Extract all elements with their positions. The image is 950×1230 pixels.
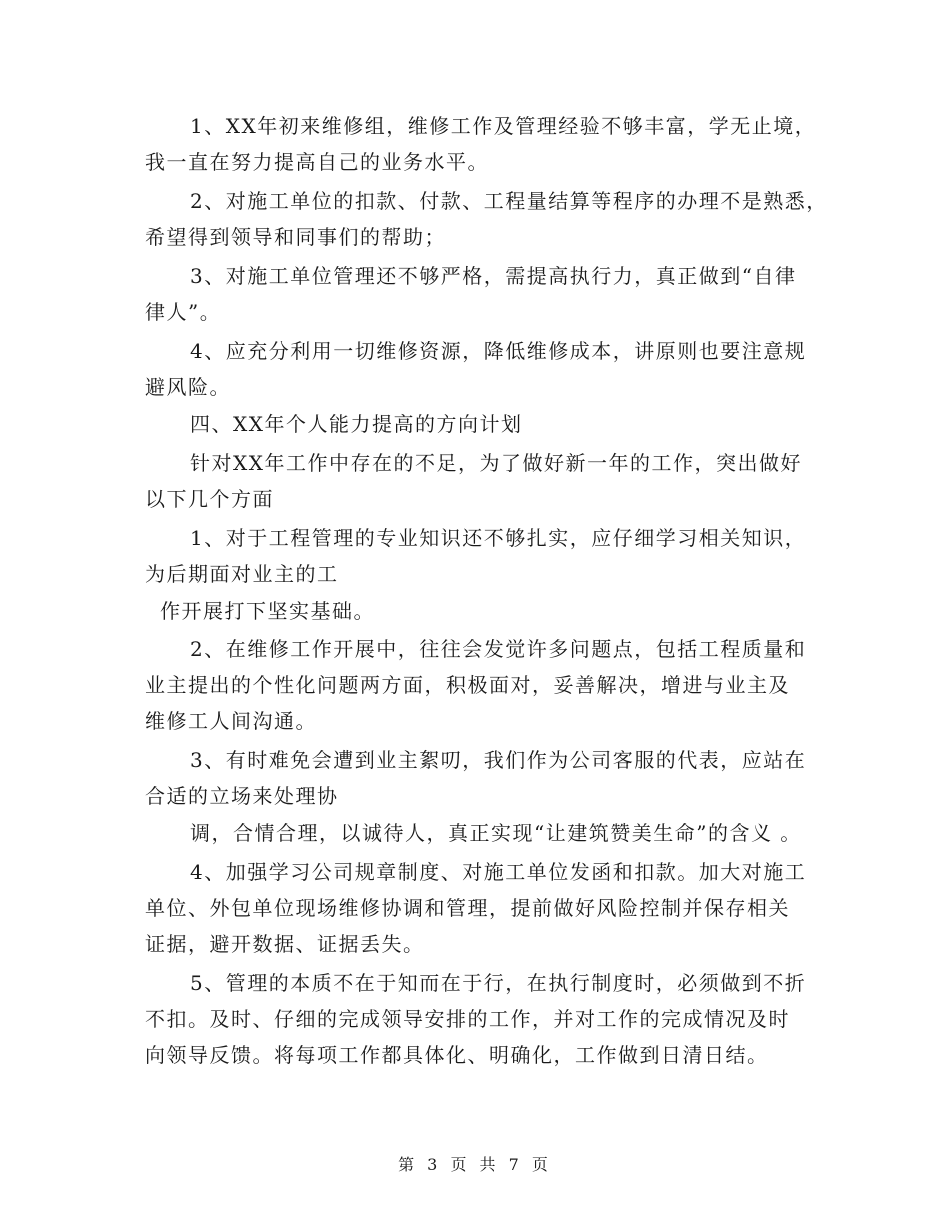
paragraph-line: 合适的立场来处理协 [145,784,339,808]
paragraph-line: 希望得到领导和同事们的帮助； [145,225,446,249]
paragraph-line: 向领导反馈。将每项工作都具体化、明确化，工作做到日清日结。 [145,1043,769,1067]
paragraph-line: 以下几个方面 [145,487,274,511]
paragraph-line: 1、对于工程管理的专业知识还不够扎实，应仔细学习相关知识， [190,526,807,550]
paragraph-line: 针对XX年工作中存在的不足，为了做好新一年的工作，突出做好 [190,451,802,475]
paragraph-line: 律人”。 [145,300,222,324]
section-heading: 四、XX年个人能力提高的方向计划 [190,412,523,436]
paragraph-line: 维修工人间沟通。 [145,709,317,733]
paragraph-line: 作开展打下坚实基础。 [160,599,375,623]
paragraph-line: 为后期面对业主的工 [145,562,339,586]
paragraph-line: 1、XX年初来维修组，维修工作及管理经验不够丰富，学无止境， [190,114,817,138]
paragraph-line: 4、应充分利用一切维修资源，降低维修成本，讲原则也要注意规 [190,339,807,363]
paragraph-line: 业主提出的个性化问题两方面，积极面对，妥善解决，增进与业主及 [145,673,790,697]
paragraph-line: 3、有时难免会遭到业主絮叨，我们作为公司客服的代表，应站在 [190,748,807,772]
paragraph-line: 5、管理的本质不在于知而在于行，在执行制度时，必须做到不折 [190,971,807,995]
paragraph-line: 我一直在努力提高自己的业务水平。 [145,150,489,174]
paragraph-line: 3、对施工单位管理还不够严格，需提高执行力，真正做到“自律 [190,264,797,288]
paragraph-line: 4、加强学习公司规章制度、对施工单位发函和扣款。加大对施工 [190,860,807,884]
paragraph-line: 2、在维修工作开展中，往往会发觉许多问题点，包括工程质量和 [190,637,807,661]
paragraph-line: 2、对施工单位的扣款、付款、工程量结算等程序的办理不是熟悉， [190,189,828,213]
paragraph-line: 不扣。及时、仔细的完成领导安排的工作，并对工作的完成情况及时 [145,1007,790,1031]
paragraph-line: 单位、外包单位现场维修协调和管理，提前做好风险控制并保存相关 [145,896,790,920]
paragraph-line: 调，合情合理，以诚待人，真正实现“让建筑赞美生命”的含义 。 [190,821,802,845]
paragraph-line: 避风险。 [145,375,231,399]
paragraph-line: 证据，避开数据、证据丢失。 [145,932,425,956]
page-number-footer: 第 3 页 共 7 页 [398,1155,552,1174]
